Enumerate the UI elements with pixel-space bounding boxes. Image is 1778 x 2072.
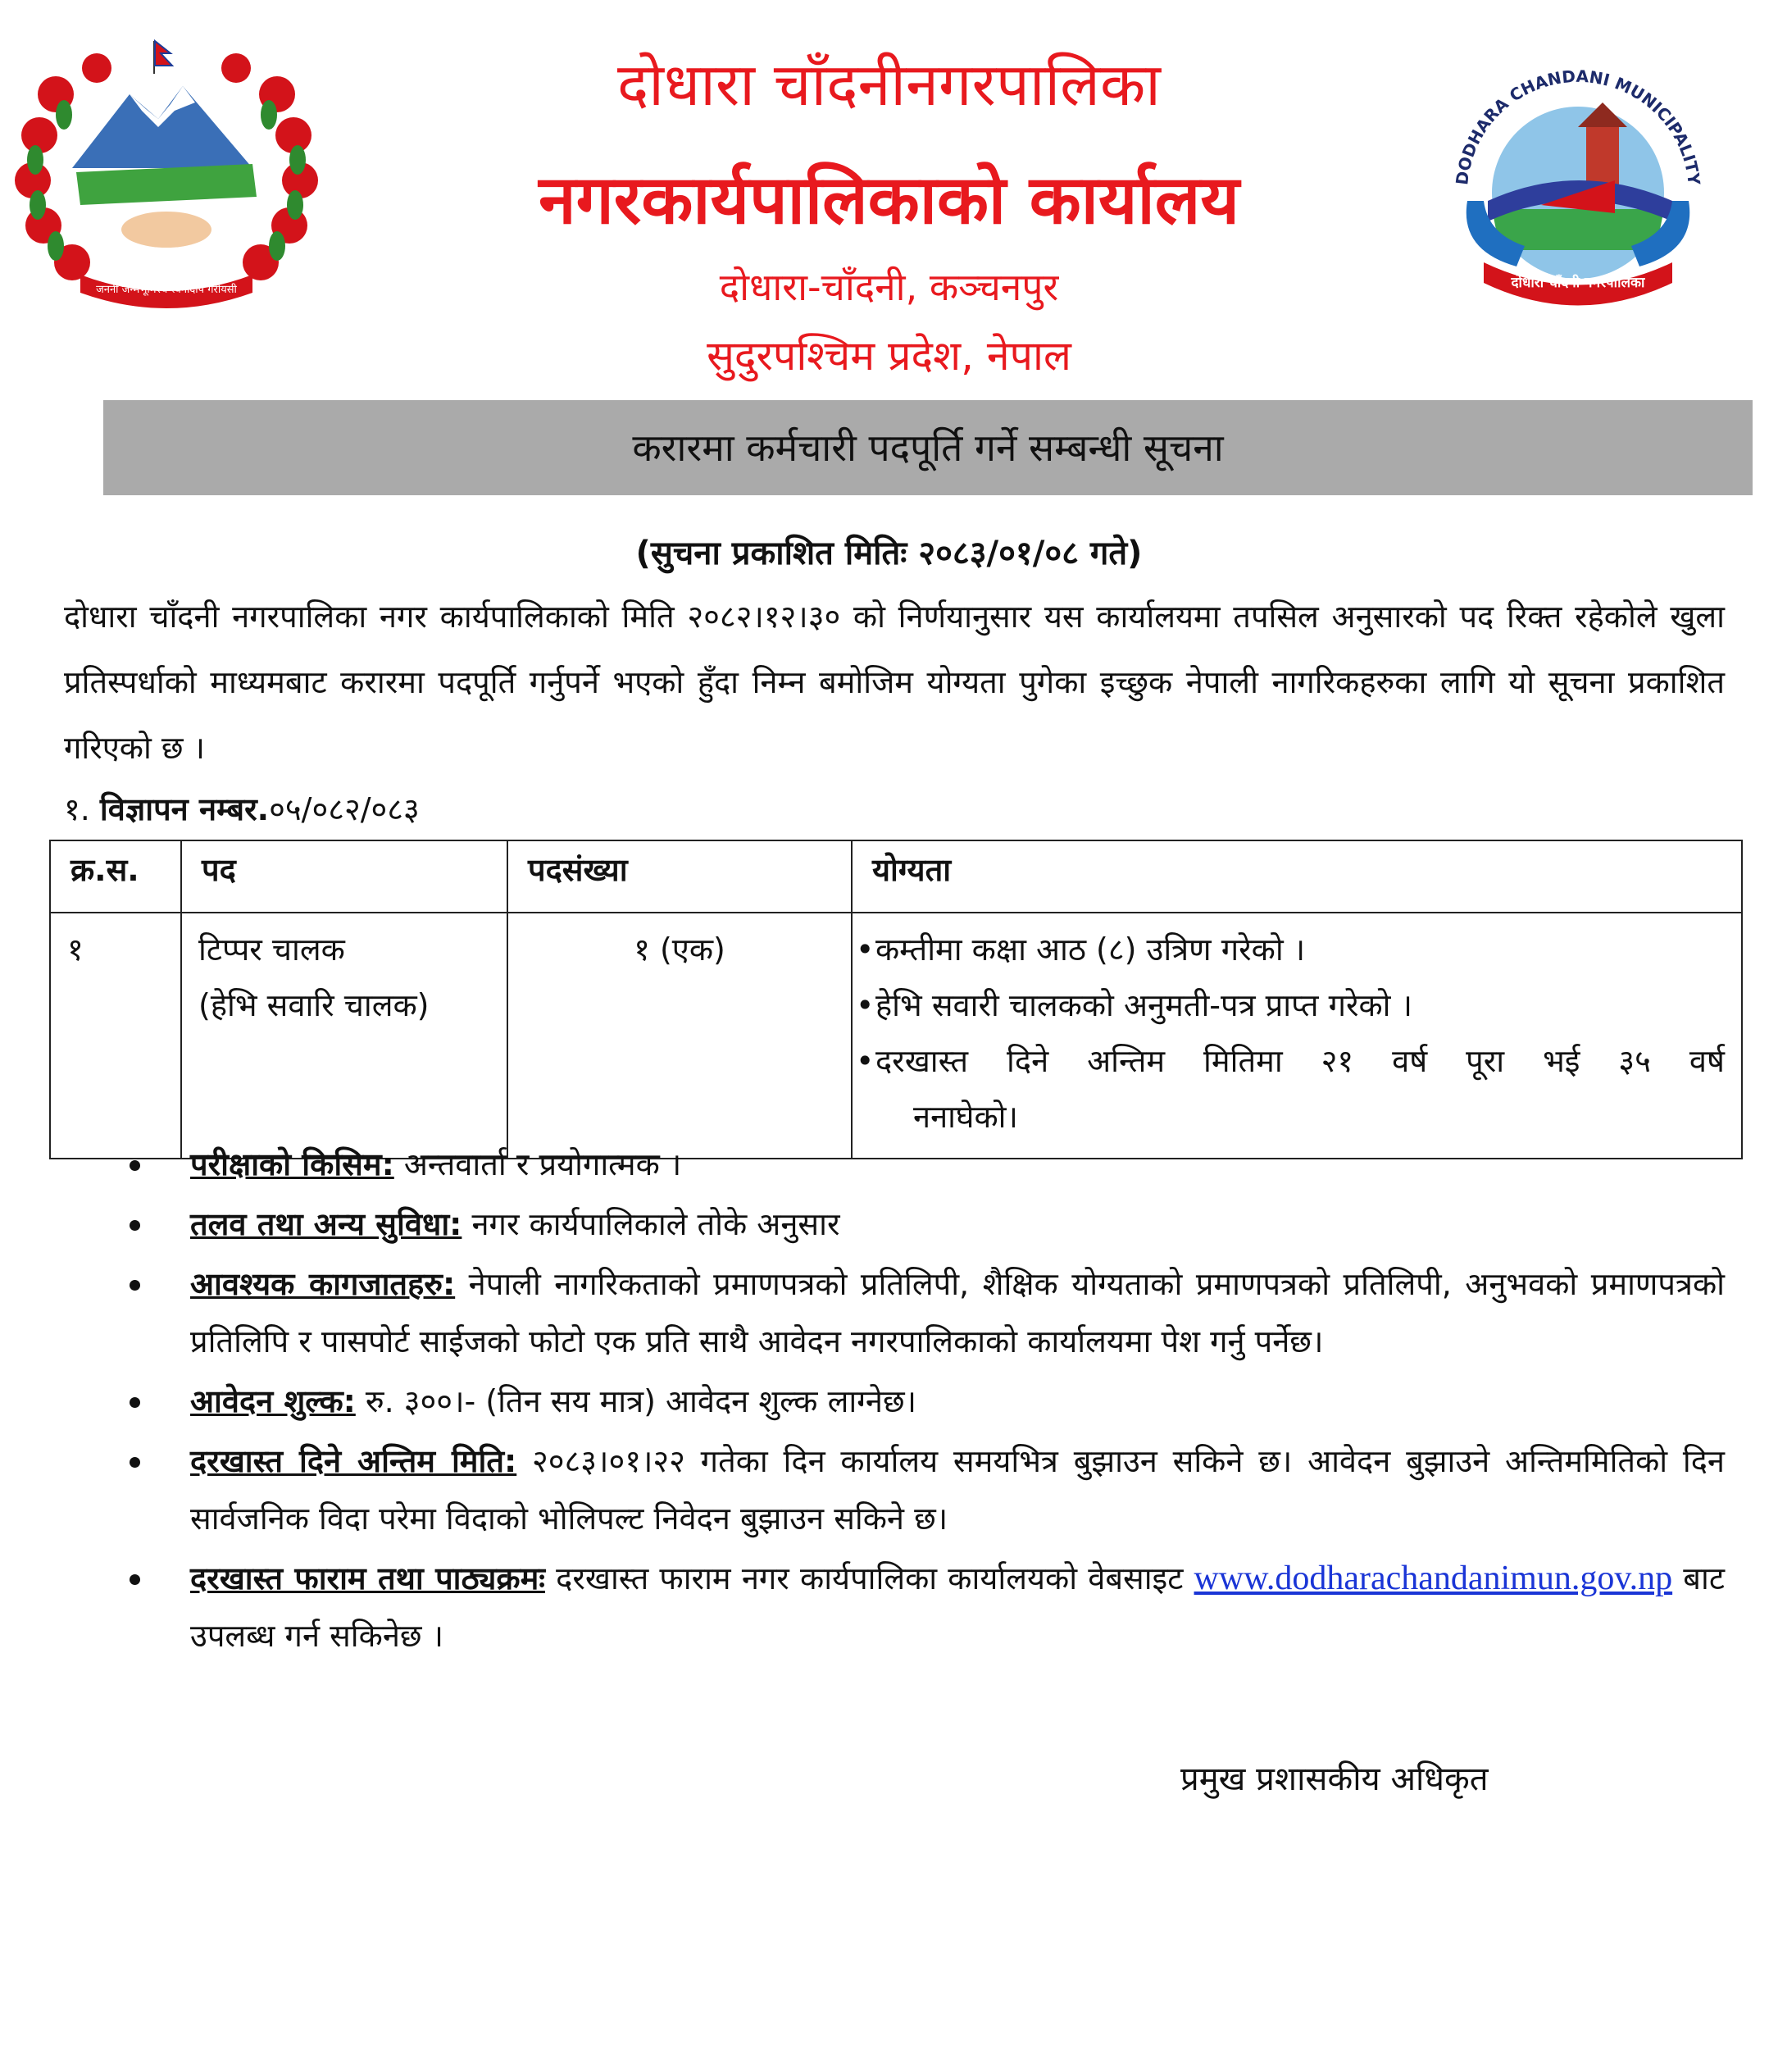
qualification-text: हेभि सवारी चालकको अनुमती-पत्र प्राप्त गरेको ।: [875, 987, 1413, 1023]
cell-post: [181, 913, 507, 1159]
list-item: [123, 1136, 1725, 1193]
post-subtitle: (हेभि सवारि चालक): [198, 987, 430, 1023]
table-row: [50, 913, 1742, 1159]
note-text: नेपाली नागरिकताको प्रमाणपत्रको प्रतिलिपी, शैक्षिक योग्यताको प्रमाणपत्रको प्रतिलिपी, अनुभवको प्रमाणपत्रको प्रतिलिपि र पासपोर्ट साईजको फोटो एक प्रति साथै आवेदन नगरपालिकाको कार्यालयमा पेश गर्नु पर्नेछ।: [190, 1266, 1725, 1359]
bullet-icon: [130, 1220, 140, 1231]
address-line: दोधारा-चाँदनी, कञ्चनपुर: [719, 265, 1059, 309]
qualification-text: दरखास्त दिने अन्तिम मितिमा २१ वर्ष पूरा भई ३५ वर्ष: [875, 1043, 1725, 1079]
notes-list: [123, 1136, 1725, 1667]
qualification-item: [856, 1033, 1725, 1089]
note-label: आवश्यक कागजातहरु:: [190, 1266, 456, 1302]
vacancy-table: [49, 840, 1743, 1159]
adv-prefix: १.: [64, 791, 100, 827]
qualification-item: [856, 977, 1725, 1033]
qualification-text: कम्तीमा कक्षा आठ (८) उत्रिण गरेको ।: [875, 931, 1306, 968]
publication-date: (सुचना प्रकाशित मितिः २०८३/०१/०८ गते): [635, 535, 1143, 572]
note-text: नगर कार्यपालिकाले तोके अनुसार: [462, 1206, 840, 1242]
website-link[interactable]: www.dodharachandanimun.gov.np: [1194, 1560, 1673, 1597]
cell-count: १ (एक): [507, 913, 852, 1159]
qualification-continuation: ननाघेको।: [913, 1099, 1018, 1135]
note-text: २०८३।०१।२२ गतेका दिन कार्यालय समयभित्र बुझाउन सकिने छ। आवेदन बुझाउने अन्तिममितिको दिन सार्वजनिक विदा परेमा विदाको भोलिपल्ट निवेदन बुझाउन सकिने छ।: [190, 1443, 1725, 1537]
office-name: नगरकार्यपालिकाको कार्यालय: [539, 162, 1239, 239]
note-text: अन्तवार्ता र प्रयोगात्मक ।: [393, 1146, 682, 1182]
note-text: दरखास्त फाराम नगर कार्यपालिका कार्यालयको वेबसाइट: [544, 1560, 1194, 1596]
list-item: [123, 1432, 1725, 1547]
header-post: पद: [181, 840, 507, 913]
bullet-icon: •: [856, 1043, 875, 1079]
list-item: [123, 1255, 1725, 1370]
qualification-item: [856, 922, 1725, 977]
emblem-motto: जननी जन्मभूमिश्च स्वर्गादपि गरीयसी: [96, 284, 237, 296]
list-item: [123, 1550, 1725, 1664]
cell-sn: १: [50, 913, 181, 1159]
municipality-name: दोधारा चाँदनीनगरपालिका: [617, 50, 1161, 119]
bullet-icon: [130, 1280, 140, 1291]
header-qualification: योग्यता: [852, 840, 1742, 913]
adv-label: विज्ञापन नम्बर.: [99, 791, 270, 827]
adv-number: ०५/०८२/०८३: [269, 791, 420, 827]
note-label: तलव तथा अन्य सुविधा:: [190, 1206, 462, 1242]
logo-arc-text: DODHARA CHANDANI MUNICIPALITY: [1452, 66, 1704, 186]
note-label: परीक्षाको किसिम:: [190, 1146, 394, 1182]
notice-title: करारमा कर्मचारी पदपूर्ति गर्ने सम्बन्धी सूचना: [103, 400, 1753, 495]
bullet-icon: •: [856, 931, 875, 968]
bullet-icon: •: [856, 987, 875, 1023]
note-label: दरखास्त फाराम तथा पाठ्यक्रमः: [190, 1560, 545, 1596]
note-label: दरखास्त दिने अन्तिम मिति:: [190, 1443, 517, 1479]
list-item: [123, 1373, 1725, 1430]
post-name: टिप्पर चालक: [198, 931, 345, 968]
bullet-icon: [130, 1160, 140, 1171]
note-label: आवेदन शुल्क:: [190, 1383, 356, 1419]
intro-paragraph: दोधारा चाँदनी नगरपालिका नगर कार्यपालिकाको मिति २०८२।१२।३० को निर्णयानुसार यस कार्यालयमा तपसिल अनुसारको पद रिक्त रहेकोले खुला प्रतिस्पर्धाको माध्यमबाट करारमा पदपूर्ति गर्नुपर्ने भएको हुँदा निम्न बमोजिम योग्यता पुगेका इच्छुक नेपाली नागरिकहरुका लागि यो सूचना प्रकाशित गरिएको छ ।: [64, 599, 1725, 766]
header-sn: क्र.स.: [50, 840, 181, 913]
logo-bottom-text: दोधारा चाँदनी नगरपालिका: [1511, 275, 1645, 291]
note-text: रु. ३००।- (तिन सय मात्र) आवेदन शुल्क लाग्नेछ।: [355, 1383, 916, 1419]
bullet-icon: [130, 1397, 140, 1408]
table-header-row: [50, 840, 1742, 913]
list-item: [123, 1195, 1725, 1253]
signature-title: प्रमुख प्रशासकीय अधिकृत: [1180, 1760, 1489, 1798]
advertisement-number-line: [64, 787, 420, 830]
header-count: पदसंख्या: [507, 840, 852, 913]
note-text-after: बाट उपलब्ध गर्न सकिनेछ ।: [190, 1560, 1725, 1654]
bullet-icon: [130, 1574, 140, 1585]
province-line: सुदुरपश्चिम प्रदेश, नेपाल: [707, 332, 1071, 380]
bullet-icon: [130, 1457, 140, 1468]
cell-qualifications: [852, 913, 1742, 1159]
